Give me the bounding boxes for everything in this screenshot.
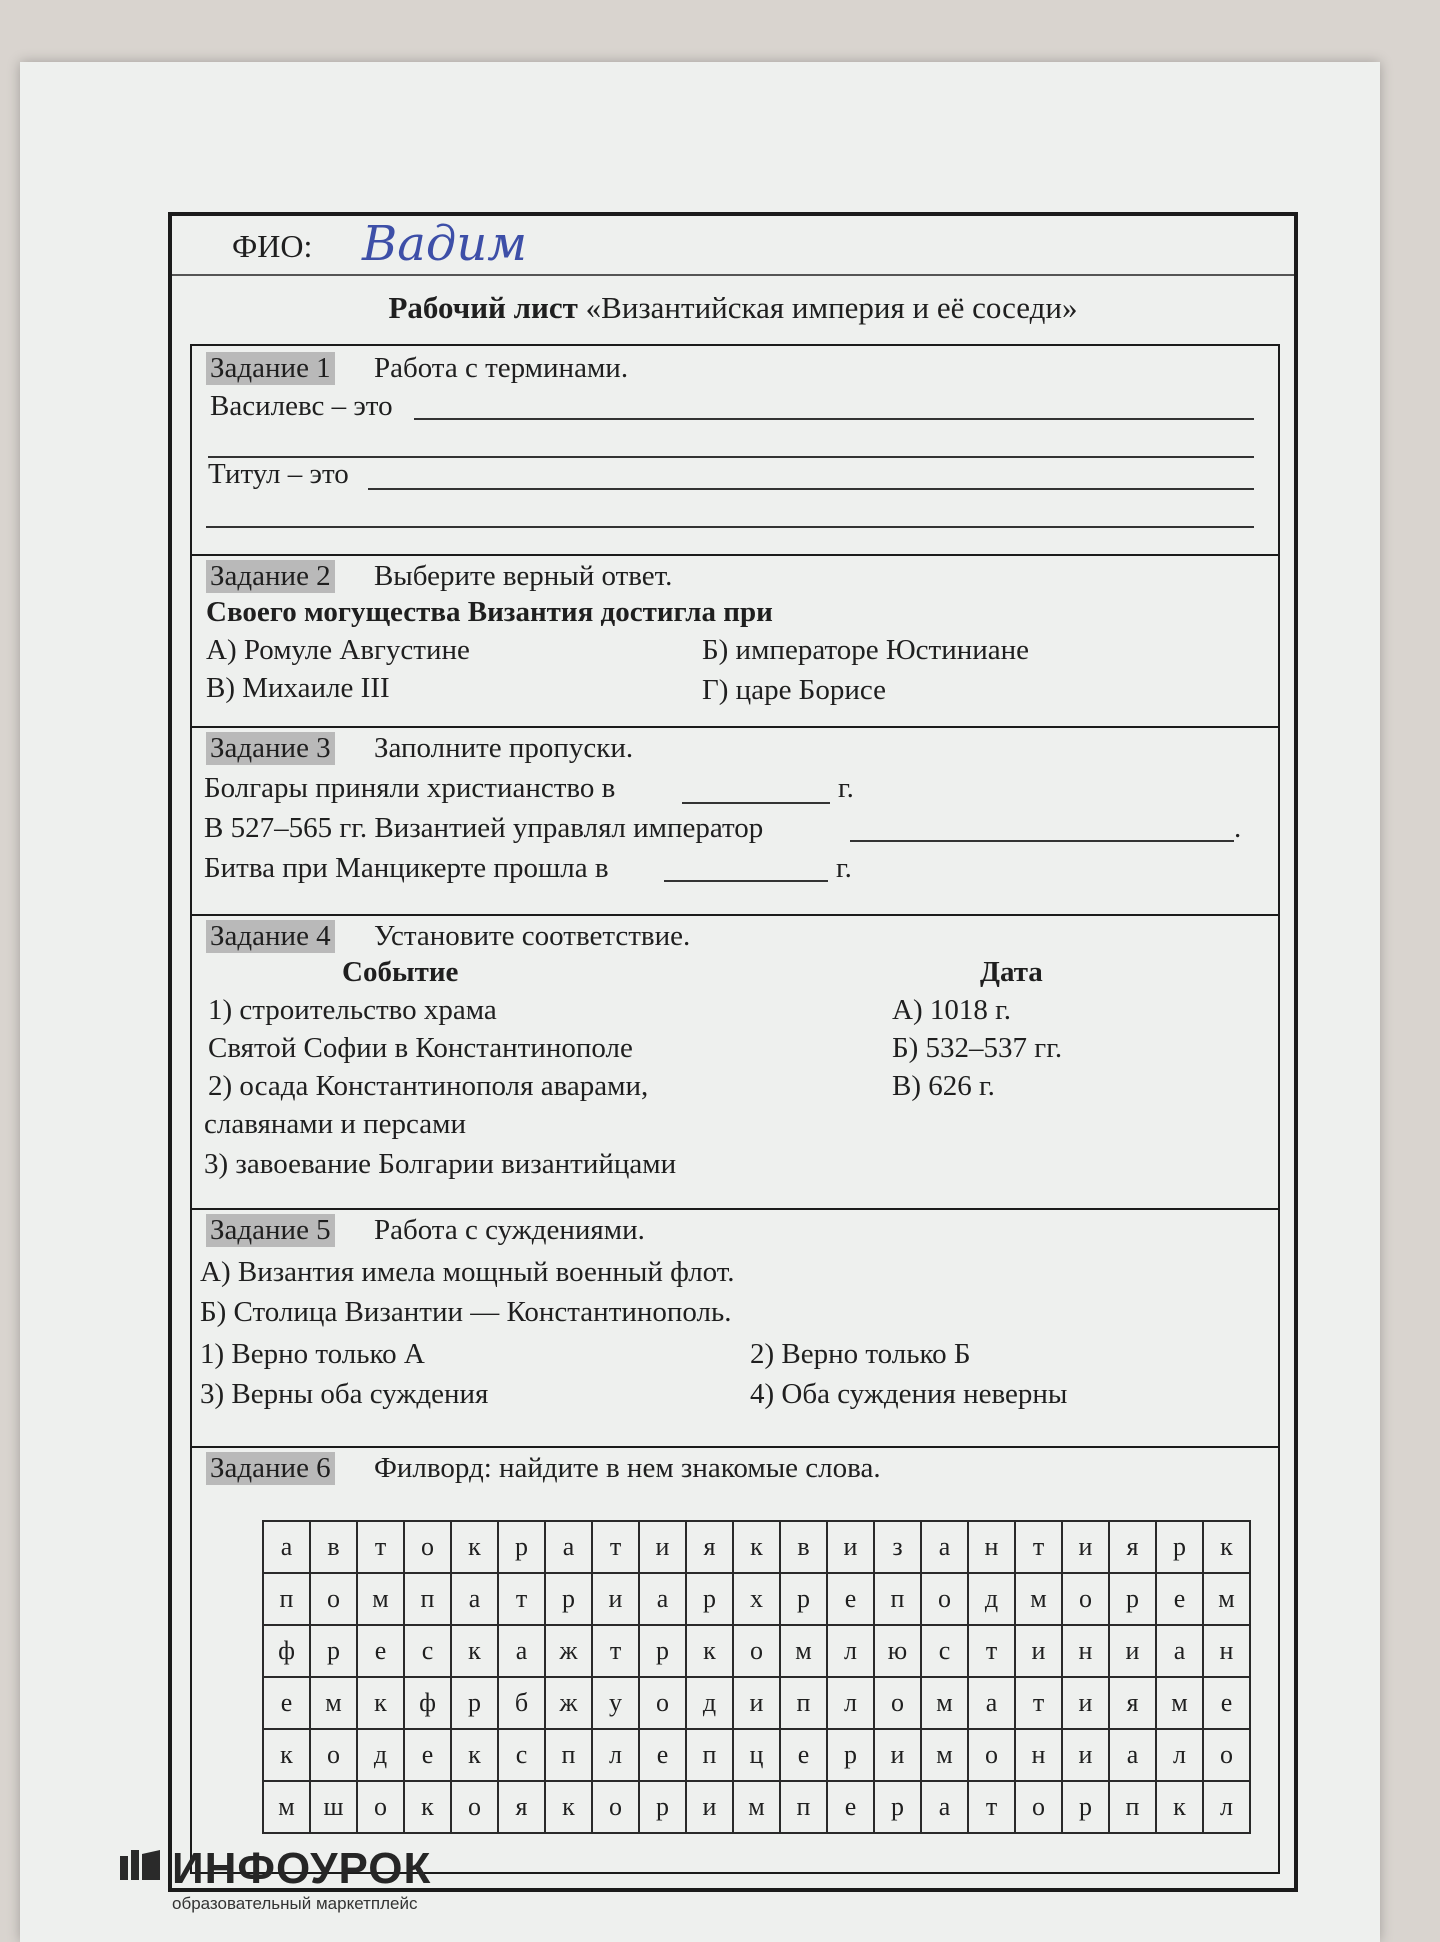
grid-cell[interactable]: я bbox=[1109, 1521, 1156, 1573]
grid-cell[interactable]: п bbox=[780, 1677, 827, 1729]
grid-cell[interactable]: е bbox=[780, 1729, 827, 1781]
grid-cell[interactable]: л bbox=[1156, 1729, 1203, 1781]
blank-field[interactable] bbox=[850, 840, 1234, 842]
task2-option-a[interactable]: А) Ромуле Августине bbox=[206, 634, 470, 666]
task2-section bbox=[192, 554, 1278, 728]
grid-cell[interactable]: а bbox=[639, 1573, 686, 1625]
task3-section bbox=[192, 726, 1278, 916]
grid-row bbox=[263, 1677, 1250, 1729]
task4-section bbox=[192, 914, 1278, 1210]
grid-cell[interactable]: и bbox=[827, 1521, 874, 1573]
grid-cell[interactable]: м bbox=[1156, 1677, 1203, 1729]
task5-option-4[interactable]: 4) Оба суждения неверны bbox=[750, 1378, 1068, 1410]
grid-cell[interactable]: о bbox=[874, 1677, 921, 1729]
grid-cell[interactable]: к bbox=[357, 1677, 404, 1729]
grid-cell[interactable]: р bbox=[1156, 1521, 1203, 1573]
task3-sentence2-end: . bbox=[1234, 812, 1242, 844]
task2-question: Своего могущества Византия достигла при bbox=[206, 596, 773, 628]
grid-cell[interactable]: о bbox=[310, 1729, 357, 1781]
grid-cell[interactable]: в bbox=[310, 1521, 357, 1573]
task5-option-2[interactable]: 2) Верно только Б bbox=[750, 1338, 971, 1370]
grid-cell[interactable]: н bbox=[1203, 1625, 1250, 1677]
task4-date-a: А) 1018 г. bbox=[892, 994, 1011, 1026]
grid-cell[interactable]: п bbox=[404, 1573, 451, 1625]
grid-cell[interactable]: л bbox=[592, 1729, 639, 1781]
grid-cell[interactable]: е bbox=[827, 1573, 874, 1625]
grid-cell[interactable]: с bbox=[921, 1625, 968, 1677]
grid-cell[interactable]: о bbox=[968, 1729, 1015, 1781]
grid-cell[interactable]: б bbox=[498, 1677, 545, 1729]
grid-cell[interactable]: ю bbox=[874, 1625, 921, 1677]
grid-cell[interactable]: т bbox=[592, 1521, 639, 1573]
task5-option-1[interactable]: 1) Верно только А bbox=[200, 1338, 425, 1370]
grid-cell[interactable]: о bbox=[357, 1781, 404, 1833]
grid-cell[interactable]: и bbox=[874, 1729, 921, 1781]
grid-cell[interactable]: л bbox=[827, 1625, 874, 1677]
grid-cell[interactable]: м bbox=[733, 1781, 780, 1833]
grid-cell[interactable]: а bbox=[263, 1521, 310, 1573]
task2-tag: Задание 2 bbox=[206, 560, 335, 593]
grid-cell[interactable]: т bbox=[498, 1573, 545, 1625]
grid-cell[interactable]: н bbox=[1015, 1729, 1062, 1781]
task4-event1b: Святой Софии в Константинополе bbox=[208, 1032, 633, 1064]
task4-date-c: В) 626 г. bbox=[892, 1070, 995, 1102]
infourok-logo-icon bbox=[120, 1850, 160, 1880]
grid-cell[interactable]: а bbox=[545, 1521, 592, 1573]
worksheet-title bbox=[172, 290, 1294, 326]
task1-line1: Василевс – это bbox=[210, 390, 393, 422]
grid-cell[interactable]: к bbox=[263, 1729, 310, 1781]
grid-cell[interactable]: м bbox=[921, 1729, 968, 1781]
grid-cell[interactable]: р bbox=[827, 1729, 874, 1781]
grid-cell[interactable]: п bbox=[1109, 1781, 1156, 1833]
grid-cell[interactable]: и bbox=[1062, 1729, 1109, 1781]
grid-cell[interactable]: е bbox=[1156, 1573, 1203, 1625]
grid-cell[interactable]: т bbox=[968, 1625, 1015, 1677]
grid-cell[interactable]: т bbox=[1015, 1677, 1062, 1729]
grid-cell[interactable]: п bbox=[686, 1729, 733, 1781]
grid-cell[interactable]: р bbox=[1062, 1781, 1109, 1833]
answer-line[interactable] bbox=[206, 526, 1254, 528]
grid-cell[interactable]: н bbox=[1062, 1625, 1109, 1677]
grid-row bbox=[263, 1625, 1250, 1677]
task4-event2a: 2) осада Константинополя аварами, bbox=[208, 1070, 649, 1102]
task5-tag: Задание 5 bbox=[206, 1214, 335, 1247]
task5-statement-a: А) Византия имела мощный военный флот. bbox=[200, 1256, 735, 1288]
task4-title: Установите соответствие. bbox=[373, 920, 691, 952]
grid-cell[interactable]: м bbox=[357, 1573, 404, 1625]
blank-field[interactable] bbox=[664, 880, 828, 882]
grid-cell[interactable]: х bbox=[733, 1573, 780, 1625]
grid-cell[interactable]: а bbox=[451, 1573, 498, 1625]
grid-cell[interactable]: р bbox=[1109, 1573, 1156, 1625]
grid-cell[interactable]: о bbox=[451, 1781, 498, 1833]
grid-cell[interactable]: о bbox=[310, 1573, 357, 1625]
task3-tag: Задание 3 bbox=[206, 732, 335, 765]
task1-line2: Титул – это bbox=[208, 458, 349, 490]
grid-row bbox=[263, 1573, 1250, 1625]
grid-cell[interactable]: с bbox=[498, 1729, 545, 1781]
task4-col-event: Событие bbox=[342, 956, 459, 988]
task4-event1a: 1) строительство храма bbox=[208, 994, 497, 1026]
grid-cell[interactable]: п bbox=[545, 1729, 592, 1781]
grid-cell[interactable]: р bbox=[874, 1781, 921, 1833]
grid-cell[interactable]: р bbox=[545, 1573, 592, 1625]
grid-cell[interactable]: з bbox=[874, 1521, 921, 1573]
task3-sentence3: Битва при Манцикерте прошла в bbox=[204, 852, 609, 884]
grid-cell[interactable]: к bbox=[451, 1729, 498, 1781]
grid-cell[interactable]: д bbox=[357, 1729, 404, 1781]
grid-cell[interactable]: е bbox=[827, 1781, 874, 1833]
logo-subtitle: образовательный маркетплейс bbox=[172, 1894, 418, 1913]
grid-cell[interactable]: к bbox=[404, 1781, 451, 1833]
task5-title: Работа с суждениями. bbox=[373, 1214, 645, 1246]
grid-cell[interactable]: р bbox=[498, 1521, 545, 1573]
grid-cell[interactable]: р bbox=[639, 1781, 686, 1833]
grid-cell[interactable]: о bbox=[1203, 1729, 1250, 1781]
task3-sentence1-end: г. bbox=[838, 772, 854, 804]
grid-cell[interactable]: и bbox=[592, 1573, 639, 1625]
grid-cell[interactable]: а bbox=[1109, 1729, 1156, 1781]
task2-title: Выберите верный ответ. bbox=[373, 560, 673, 592]
fio-row bbox=[172, 216, 1294, 276]
worksheet-frame bbox=[168, 212, 1298, 1892]
grid-cell[interactable]: в bbox=[780, 1521, 827, 1573]
grid-cell[interactable]: р bbox=[639, 1625, 686, 1677]
grid-cell[interactable]: о bbox=[639, 1677, 686, 1729]
grid-cell[interactable]: е bbox=[404, 1729, 451, 1781]
grid-cell[interactable]: ц bbox=[733, 1729, 780, 1781]
grid-cell[interactable]: о bbox=[592, 1781, 639, 1833]
task3-title: Заполните пропуски. bbox=[373, 732, 634, 764]
grid-cell[interactable]: м bbox=[921, 1677, 968, 1729]
task1-title: Работа с терминами. bbox=[373, 352, 629, 384]
task3-sentence3-end: г. bbox=[836, 852, 852, 884]
grid-cell[interactable]: и bbox=[639, 1521, 686, 1573]
title-bold: Рабочий лист bbox=[388, 290, 578, 325]
grid-cell[interactable]: к bbox=[686, 1625, 733, 1677]
grid-cell[interactable]: ж bbox=[545, 1677, 592, 1729]
task3-sentence1: Болгары приняли христианство в bbox=[204, 772, 616, 804]
grid-cell[interactable]: к bbox=[1203, 1521, 1250, 1573]
grid-cell[interactable]: л bbox=[827, 1677, 874, 1729]
task4-tag: Задание 4 bbox=[206, 920, 335, 953]
task2-option-b[interactable]: Б) императоре Юстиниане bbox=[702, 634, 1030, 666]
grid-cell[interactable]: у bbox=[592, 1677, 639, 1729]
grid-cell[interactable]: а bbox=[1156, 1625, 1203, 1677]
grid-cell[interactable]: д bbox=[686, 1677, 733, 1729]
grid-cell[interactable]: к bbox=[1156, 1781, 1203, 1833]
grid-cell[interactable]: а bbox=[921, 1781, 968, 1833]
grid-cell[interactable]: е bbox=[639, 1729, 686, 1781]
grid-cell[interactable]: т bbox=[357, 1521, 404, 1573]
task2-option-c[interactable]: В) Михаиле III bbox=[206, 672, 390, 704]
grid-cell[interactable]: р bbox=[686, 1573, 733, 1625]
grid-cell[interactable]: е bbox=[263, 1677, 310, 1729]
grid-cell[interactable]: м bbox=[1015, 1573, 1062, 1625]
task3-sentence2: В 527–565 гг. Византией управлял император bbox=[204, 812, 764, 844]
grid-cell[interactable]: с bbox=[404, 1625, 451, 1677]
grid-cell[interactable]: п bbox=[263, 1573, 310, 1625]
word-search-grid bbox=[262, 1520, 1251, 1834]
task6-tag: Задание 6 bbox=[206, 1452, 335, 1485]
logo-name: ИНФОУРОК bbox=[172, 1844, 432, 1893]
task4-date-b: Б) 532–537 гг. bbox=[892, 1032, 1063, 1064]
answer-line[interactable] bbox=[414, 418, 1254, 420]
answer-line[interactable] bbox=[368, 488, 1254, 490]
grid-row bbox=[263, 1521, 1250, 1573]
task4-event2b: славянами и персами bbox=[204, 1108, 467, 1140]
grid-cell[interactable]: е bbox=[357, 1625, 404, 1677]
grid-cell[interactable]: и bbox=[733, 1677, 780, 1729]
grid-cell[interactable]: р bbox=[780, 1573, 827, 1625]
grid-cell[interactable]: к bbox=[451, 1625, 498, 1677]
grid-cell[interactable]: а bbox=[921, 1521, 968, 1573]
grid-cell[interactable]: м bbox=[1203, 1573, 1250, 1625]
task6-title: Филворд: найдите в нем знакомые слова. bbox=[373, 1452, 881, 1484]
grid-cell[interactable]: к bbox=[545, 1781, 592, 1833]
grid-cell[interactable]: а bbox=[498, 1625, 545, 1677]
grid-cell[interactable]: ф bbox=[404, 1677, 451, 1729]
grid-cell[interactable]: о bbox=[1015, 1781, 1062, 1833]
grid-cell[interactable]: н bbox=[968, 1521, 1015, 1573]
grid-cell[interactable]: л bbox=[1203, 1781, 1250, 1833]
grid-cell[interactable]: р bbox=[451, 1677, 498, 1729]
grid-cell[interactable]: я bbox=[498, 1781, 545, 1833]
grid-cell[interactable]: и bbox=[686, 1781, 733, 1833]
answer-line[interactable] bbox=[208, 456, 1254, 458]
grid-cell[interactable]: я bbox=[686, 1521, 733, 1573]
grid-cell[interactable]: о bbox=[404, 1521, 451, 1573]
grid-cell[interactable]: о bbox=[921, 1573, 968, 1625]
task2-option-d[interactable]: Г) царе Борисе bbox=[702, 674, 886, 706]
grid-cell[interactable]: а bbox=[968, 1677, 1015, 1729]
grid-cell[interactable]: т bbox=[592, 1625, 639, 1677]
grid-cell[interactable]: к bbox=[733, 1521, 780, 1573]
task6-section bbox=[192, 1446, 1278, 1872]
tasks-container bbox=[190, 344, 1280, 1874]
grid-cell[interactable]: т bbox=[1015, 1521, 1062, 1573]
grid-cell[interactable]: и bbox=[1062, 1521, 1109, 1573]
grid-cell[interactable]: м bbox=[780, 1625, 827, 1677]
title-rest: «Византийская империя и её соседи» bbox=[585, 290, 1078, 325]
grid-cell[interactable]: и bbox=[1109, 1625, 1156, 1677]
grid-cell[interactable]: р bbox=[310, 1625, 357, 1677]
task4-event3: 3) завоевание Болгарии византийцами bbox=[204, 1148, 677, 1180]
task5-section bbox=[192, 1208, 1278, 1448]
grid-cell[interactable]: о bbox=[733, 1625, 780, 1677]
task1-section bbox=[192, 346, 1278, 556]
grid-cell[interactable]: м bbox=[263, 1781, 310, 1833]
worksheet-page bbox=[20, 62, 1380, 1942]
grid-cell[interactable]: к bbox=[451, 1521, 498, 1573]
grid-cell[interactable]: о bbox=[1062, 1573, 1109, 1625]
grid-cell[interactable]: ж bbox=[545, 1625, 592, 1677]
grid-cell[interactable]: и bbox=[1015, 1625, 1062, 1677]
grid-cell[interactable]: п bbox=[780, 1781, 827, 1833]
grid-cell[interactable]: д bbox=[968, 1573, 1015, 1625]
grid-cell[interactable]: и bbox=[1062, 1677, 1109, 1729]
grid-row bbox=[263, 1729, 1250, 1781]
fio-label: ФИО: bbox=[232, 228, 313, 264]
grid-cell[interactable]: е bbox=[1203, 1677, 1250, 1729]
grid-cell[interactable]: т bbox=[968, 1781, 1015, 1833]
blank-field[interactable] bbox=[682, 802, 830, 804]
grid-row bbox=[263, 1781, 1250, 1833]
task1-tag: Задание 1 bbox=[206, 352, 335, 385]
fio-handwritten-name: Вадим bbox=[362, 216, 528, 272]
task5-statement-b: Б) Столица Византии — Константинополь. bbox=[200, 1296, 732, 1328]
grid-cell[interactable]: я bbox=[1109, 1677, 1156, 1729]
grid-cell[interactable]: м bbox=[310, 1677, 357, 1729]
task5-option-3[interactable]: 3) Верны оба суждения bbox=[200, 1378, 489, 1410]
grid-cell[interactable]: ш bbox=[310, 1781, 357, 1833]
task4-col-date: Дата bbox=[980, 956, 1043, 988]
grid-cell[interactable]: п bbox=[874, 1573, 921, 1625]
grid-cell[interactable]: ф bbox=[263, 1625, 310, 1677]
